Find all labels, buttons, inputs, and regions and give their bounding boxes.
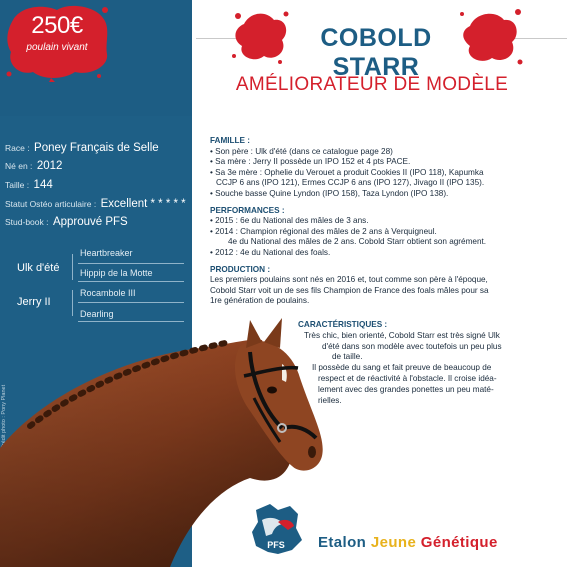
characteristics-line: de taille. (332, 352, 363, 362)
info-birth-value: 2012 (36, 160, 63, 172)
info-studbook-label: Stud-book : (5, 217, 49, 227)
characteristics-line: rielles. (318, 395, 342, 405)
info-studbook-value: Approuvé PFS (52, 216, 128, 228)
brand-word-etalon: Etalon (318, 534, 367, 551)
performances-line: • 2012 : 4e du National des foals. (210, 247, 331, 257)
famille-line: • Sa mère : Jerry II possède un IPO 152 et 4 pts PACE. (210, 157, 411, 167)
info-height (5, 175, 53, 193)
pedigree-divider (78, 302, 184, 303)
photo-credit-text: Crédit photo : Pony Planet (1, 384, 8, 450)
info-osteo-value: Excellent * * * * * (100, 198, 186, 210)
price-value: 250€ (31, 12, 83, 39)
pedigree-bracket-sire (72, 254, 73, 280)
performances-heading: PERFORMANCES : (210, 205, 285, 215)
info-race-value: Poney Français de Selle (34, 142, 159, 154)
characteristics-line: Il possède du sang et fait preuve de beaucoup de (312, 363, 492, 373)
performances-line: • 2015 : 6e du National des mâles de 3 ans. (210, 216, 369, 226)
characteristics-heading: CARACTÉRISTIQUES : (298, 320, 388, 329)
info-studbook (5, 212, 128, 230)
famille-line: • Souche basse Quine Lyndon (IPO 158), Taza Lyndon (IPO 138). (210, 188, 449, 198)
pedigree-dam-sire: Rocambole III (80, 288, 136, 298)
info-birth-label: Né en : (5, 161, 33, 171)
horse-name-title: COBOLD STARR (320, 24, 432, 81)
pedigree-dam: Jerry II (17, 296, 51, 308)
pedigree-sire-sire: Heartbreaker (80, 248, 133, 258)
famille-line: • Son père : Ulk d'été (dans ce catalogue page 28) (210, 146, 393, 156)
info-height-label: Taille : (5, 180, 30, 190)
production-line: Les premiers poulains sont nés en 2016 et, tout comme son père à l'époque, (210, 275, 488, 285)
characteristics-line: respect et de réactivité à l'obstacle. Il croise idéa- (318, 373, 497, 383)
performances-line: 4e du National des mâles de 2 ans. Cobold Starr obtient son agrément. (228, 237, 487, 247)
characteristics-block (298, 320, 528, 406)
production-line: Cobold Starr voit un de ses fils Champion de France des foals mâles pour sa (210, 285, 489, 295)
pedigree-bracket-dam (72, 290, 73, 316)
brand-tagline (318, 534, 498, 551)
famille-line: CCJP 6 ans (IPO 121), Ermes CCJP 6 ans (IPO 127), Jivago II (IPO 135). (216, 178, 485, 188)
pedigree-divider (78, 281, 184, 282)
pedigree-sire: Ulk d'été (17, 262, 60, 274)
pedigree-divider (78, 263, 184, 264)
performances-line: • 2014 : Champion régional des mâles de 2 ans à Verquigneul. (210, 226, 437, 236)
info-osteo (5, 194, 186, 212)
famille-line: • Sa 3e mère : Ophelie du Verouet a produit Cookies II (IPO 118), Kapumka (210, 167, 484, 177)
pfs-logo-icon (248, 500, 304, 558)
description-block (210, 136, 560, 307)
horse-subtitle: AMÉLIORATEUR DE MODÈLE (235, 74, 509, 95)
pedigree-dam-dam: Dearling (80, 309, 114, 319)
production-line: 1re génération de poulains. (210, 296, 310, 306)
characteristics-line: d'été dans son modèle avec toutefois un peu plus (322, 341, 502, 351)
pedigree-sire-dam: Hippip de la Motte (80, 268, 153, 278)
characteristics-line: lement avec des grandes ponettes un peu maté- (318, 384, 494, 394)
info-birth (5, 156, 62, 174)
brand-word-jeune: Jeune (370, 534, 417, 551)
production-heading: PRODUCTION : (210, 264, 271, 274)
info-race-label: Race : (5, 143, 30, 153)
characteristics-line: Très chic, bien orienté, Cobold Starr est très signé Ulk (304, 330, 500, 340)
info-race (5, 138, 159, 156)
info-height-value: 144 (33, 179, 53, 191)
pfs-logo-text: PFS (267, 540, 285, 550)
famille-heading: FAMILLE : (210, 136, 251, 145)
brand-word-genetique: Génétique (420, 534, 498, 551)
info-osteo-label: Statut Ostéo articulaire : (5, 199, 97, 209)
price-caption: poulain vivant (26, 42, 88, 53)
